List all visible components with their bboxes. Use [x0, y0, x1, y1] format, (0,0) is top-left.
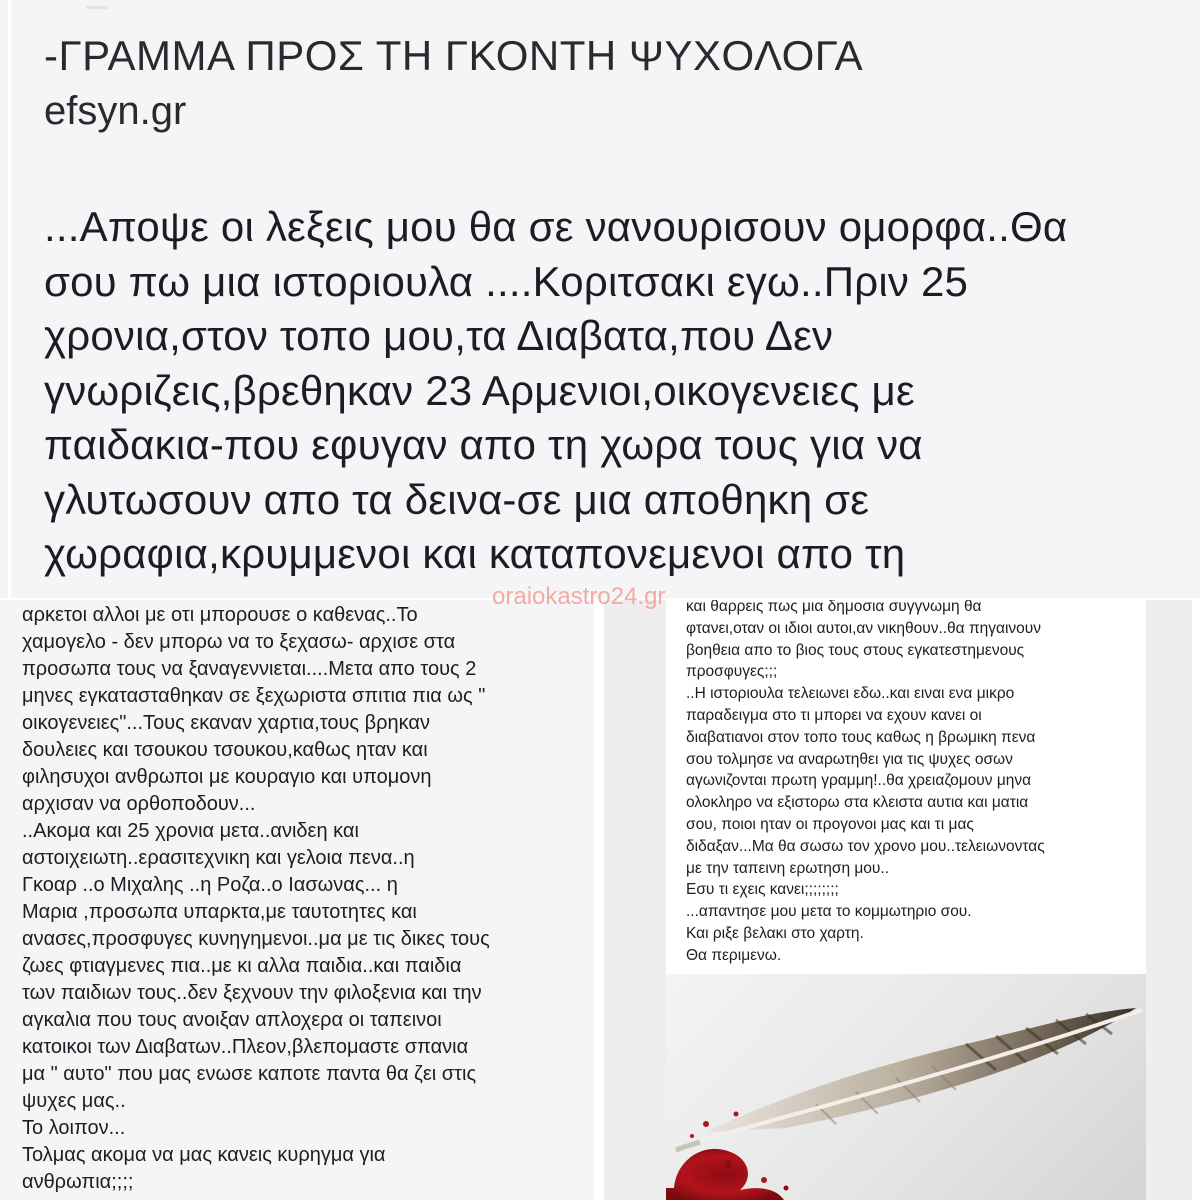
body-line: αστοιχειωτη..ερασιτεχνικη και γελοια πενα..η: [22, 847, 415, 869]
body-line: και θαρρεις πως μια δημοσια συγγνωμη θα: [686, 600, 982, 615]
body-line: ανασες,προσφυγες κυνηγημενοι..μα με τις δικες τους: [22, 928, 490, 950]
status-dash: [86, 6, 108, 9]
body-line: δουλειες και τσουκου τσουκου,καθως ηταν και: [22, 739, 428, 761]
body-line: παραδειγμα στο τι μπορει να εχουν κανει οι: [686, 706, 982, 724]
body-line: Θα περιμενω.: [686, 946, 782, 964]
body-line: Μαρια ,προσωπα υπαρκτα,με ταυτοτητες και: [22, 901, 417, 923]
body-line: παιδακια-που εφυγαν απο τη χωρα τους για να: [44, 421, 923, 468]
body-line: ...απαντησε μου μετα το κομμωτηριο σου.: [686, 903, 972, 921]
body-line: μα " αυτο" που μας ενωσε καποτε παντα θα ζει στις: [22, 1063, 477, 1085]
body-line: βοηθεια απο το βιος τους στους εγκατεστημενους: [686, 641, 1025, 659]
body-line: αρχισαν να ορθοποδουν...: [22, 793, 256, 815]
right-post-screenshot: [604, 600, 1192, 1200]
body-line: σου, ποιοι ηταν οι προγονοι μας και τι μας: [686, 815, 974, 833]
post-source-link[interactable]: efsyn.gr: [44, 89, 187, 133]
body-line: ζωες φτιαγμενες πια..με κι αλλα παιδια..και παιδια: [22, 955, 462, 977]
panel-edge: [8, 0, 11, 598]
top-post-screenshot: [0, 0, 1200, 598]
post-body: [22, 602, 592, 1196]
body-line: αγωνιζονται πρωτη γραμμη!..θα χρειαζομουν μηνα: [686, 772, 1032, 790]
body-line: φιλησυχοι ανθρωποι με κουραγιο και υπομονη: [22, 766, 432, 788]
body-line: Το λοιπον...: [22, 1117, 126, 1139]
body-line: αγκαλια που τους ανοιξαν απλοχερα οι ταπεινοι: [22, 1009, 442, 1031]
body-line: σου τολμησε να αναρωτηθει για τις ψυχες οσων: [686, 750, 1013, 768]
body-line: ..Ακομα και 25 χρονια μετα..ανιδεη και: [22, 820, 359, 842]
post-title: -ΓΡΑΜΜΑ ΠΡΟΣ ΤΗ ΓΚΟΝΤΗ ΨΥΧΟΛΟΓΑ: [44, 32, 864, 79]
body-line: χωραφια,κρυμμενοι και καταπονεμενοι απο τη: [44, 530, 906, 577]
body-line: φτανει,οταν οι ιδιοι αυτοι,αν νικηθουν..θα πηγαινουν: [686, 619, 1042, 637]
body-line: χαμογελο - δεν μπορω να το ξεχασω- αρχισε στα: [22, 631, 456, 653]
body-line: Γκοαρ ..ο Μιχαλης ..η Ροζα..ο Ιασωνας... η: [22, 874, 398, 896]
post-card: [666, 600, 1146, 975]
post-body: [686, 600, 1146, 967]
body-line: Και ριξε βελακι στο χαρτη.: [686, 924, 864, 942]
body-line: σου πω μια ιστοριουλα ....Κοριτσακι εγω..Πριν 25: [44, 257, 969, 305]
body-line: διαβατιανοι στον τοπο τους καθως η βρωμικη πενα: [686, 728, 1036, 746]
body-line: Τολμας ακομα να μας κανεις κυρηγμα για: [22, 1144, 386, 1166]
body-line: κατοικοι των Διαβατων..Πλεον,βλεπομαστε σπανια: [22, 1036, 469, 1058]
body-line: χρονια,στον τοπο μου,τα Διαβατα,που Δεν: [44, 312, 834, 359]
body-line: αρκετοι αλλοι με οτι μπορουσε ο καθενας..Το: [22, 604, 418, 626]
body-line: προσωπα τους να ξαναγεννιεται....Μετα απο τους 2: [22, 658, 477, 680]
body-line: ..Η ιστοριουλα τελειωνει εδω..και ειναι ενα μικρο: [686, 685, 1015, 703]
feather-quill-with-blood-icon: [666, 974, 1146, 1200]
site-watermark: oraiokastro24.gr: [492, 583, 666, 610]
body-line: διδαξαν...Μα θα σωσω τον χρονο μου..τελειωνοντας: [686, 837, 1045, 855]
body-line: με την ταπεινη ερωτηση μου..: [686, 859, 890, 877]
body-line: ψυχες μας..: [22, 1090, 126, 1112]
left-post-screenshot: [0, 600, 594, 1200]
body-line: ολοκληρο να εξιστορω στα κλειστα αυτια και ματια: [686, 794, 1029, 812]
body-line: γνωριζεις,βρεθηκαν 23 Αρμενιοι,οικογενειες με: [44, 366, 915, 414]
body-line: ανθρωπια;;;;: [22, 1171, 134, 1193]
body-line: Εσυ τι εχεις κανει;;;;;;;;: [686, 881, 839, 899]
body-line: ...Αποψε οι λεξεις μου θα σε νανουρισουν ομορφα..Θα: [44, 203, 1068, 250]
body-line: μηνες εγκατασταθηκαν σε ξεχωριστα σπιτια πια ως ": [22, 685, 486, 707]
body-line: προσφυγες;;;: [686, 663, 778, 681]
body-line: των παιδιων τους..δεν ξεχνουν την φιλοξενια και την: [22, 982, 482, 1004]
feather-illustration: [666, 974, 1146, 1200]
body-line: οικογενειες"...Τους εκαναν χαρτια,τους βρηκαν: [22, 712, 430, 734]
body-line: γλυτωσουν απο τα δεινα-σε μια αποθηκη σε: [44, 475, 870, 523]
post-body: [44, 200, 1194, 582]
